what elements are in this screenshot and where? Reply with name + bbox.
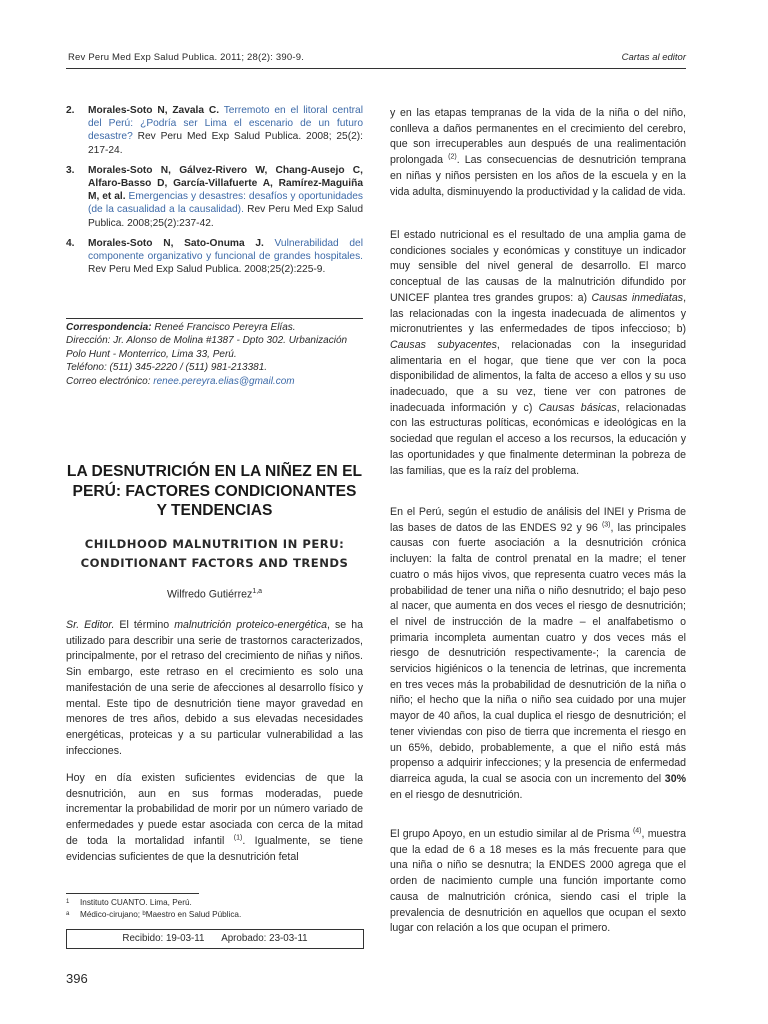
reference-title-link[interactable]: Vulnerabilidad del componente organizativo y funcional de grandes hospitales. xyxy=(88,237,363,263)
footnote-text: Instituto CUANTO. Lima, Perú. xyxy=(80,898,192,907)
reference-title-link[interactable]: Terremoto en el litoral central del Perú: ¿Podría ser Lima el escenario de un futuro desastre? xyxy=(88,105,363,143)
text-run: Hoy en día existen suficientes evidencias de que la desnutrición, aun en sus formas moderadas, puede incrementar la probabilidad de morir por un número variado de enfermedades y puede estar asociada con cerca de la mitad de toda la mortalidad infantil xyxy=(66,772,363,847)
footnote-divider xyxy=(66,893,199,894)
email-label: Correo electrónico: xyxy=(66,375,151,387)
text-run: , las relacionadas con la ingesta inadecuada de alimentos y micronutrientes y las enfermedades de tipos infeccioso; b) xyxy=(390,291,687,336)
header-divider xyxy=(66,68,686,69)
salutation: Sr. Editor. xyxy=(66,619,115,631)
text-run: En el Perú, según el estudio de análisis del INEI y Prisma de las bases de datos de las ENDES 92 y 96 xyxy=(390,506,686,534)
reference-source: Rev Peru Med Exp Salud Publica. 2008;25(2):237-42. xyxy=(88,204,363,229)
reference-list xyxy=(66,104,363,276)
reference-number: 3. xyxy=(66,164,75,176)
bold-figure: 30% xyxy=(664,772,686,785)
correspondence-phone: Teléfono: (511) 345-2220 / (511) 981-213381. xyxy=(66,362,268,374)
footnote-mark: b xyxy=(142,910,146,917)
footnote xyxy=(66,909,363,921)
article-subtitle: CHILDHOOD MALNUTRITION IN PERU: CONDITIONANT FACTORS AND TRENDS xyxy=(80,537,349,570)
text-run: , muestra que la edad de 6 a 18 meses es la más frecuente para que una niña o niño se desnutra; la ENDES 2000 agrega que el orden de nacimiento cumple una función importante como causa de malnutrición crónica, siendo casi el triple la prevalencia de desnutrición en aquellos que ocupan el sexto lugar con relación a los que ocupan el primero. xyxy=(390,828,686,935)
section-name: Cartas al editor xyxy=(621,52,686,63)
correspondence-block xyxy=(66,318,363,388)
term-emphasis: Causas básicas xyxy=(538,401,617,414)
body-paragraph xyxy=(66,771,363,865)
reference-number: 4. xyxy=(66,237,75,249)
citation-ref: (3) xyxy=(601,521,611,529)
term-emphasis: malnutrición proteico-energética xyxy=(174,619,328,631)
reference-title-link[interactable]: Emergencias y desastres: desafíos y oportunidades (de la casualidad a la causalidad). xyxy=(88,191,363,216)
approved-date: Aprobado: 23-03-11 xyxy=(221,933,308,944)
submission-dates-box xyxy=(66,929,364,949)
text-run: , se ha utilizado para describir una serie de trastornos caracterizados, principalmente, por el retraso del crecimiento de niñas y niños. Sin embargo, este retraso en el crecimiento es solo una manifestación de una serie de afecciones al desarrollo físico y mental. Este tipo de desnutrición tiene mayor gravedad en menores de tres años, debido a sus elevadas necesidades energéticas, proteicas y a su particular vulnerabilidad a las infecciones. xyxy=(66,619,363,757)
term-emphasis: Causas inmediatas xyxy=(591,291,684,304)
reference-source: Rev Peru Med Exp Salud Publica. 2008; 25(2): 217-24. xyxy=(88,131,363,156)
reference-authors: Morales-Soto N, Zavala C. xyxy=(88,105,220,116)
footnotes xyxy=(66,897,363,920)
body-paragraph xyxy=(390,827,686,937)
footnote-mark: a xyxy=(66,910,70,917)
reference-item xyxy=(66,164,363,230)
reference-item xyxy=(66,104,363,157)
page-number: 396 xyxy=(66,971,88,986)
reference-authors: Morales-Soto N, Sato-Onuma J. xyxy=(88,237,264,249)
reference-authors: Morales-Soto N, Gálvez-Rivero W, Chang-Ausejo C, Alfaro-Basso D, García-Villafuerte A, Ramírez-Maguiña M, et al. xyxy=(88,164,363,203)
footnote-text: Maestro en Salud Pública. xyxy=(145,909,242,919)
text-run: en el riesgo de desnutrición. xyxy=(390,788,523,801)
body-paragraph xyxy=(390,106,686,200)
text-run: y en las etapas tempranas de la vida de la niña o del niño, conlleva a daños permanentes en el crecimiento del cerebro, que son irrecuperables aun después de una realimentación prolongada xyxy=(390,107,686,167)
citation-ref: (1) xyxy=(233,834,243,842)
text-run: , las principales causas con fuerte asociación a la desnutrición crónica incluyen: la falta de control prenatal en la madre; el tener cuatro o más hijos vivos, que representa cuatro veces más la probabilidad de tener una niña o niño desnutrido; el bajo peso al nacer, que aumenta en dos veces el riesgo de desnutrición; el nivel de instrucción de la madre – el analfabetismo o primaria incompleta aumentan cuatro y dos veces más el riesgo de desnutrición respectivamente-; la carencia de servicios higiénicos o la tenencia de letrinas, que incrementa en tres veces más la probabilidad de desnutrición de la niña o niño; el hecho que la niña o niño sea cuidado por una mujer mayor de 40 años, la cual duplica el riesgo de desnutrición; el tener viviendas con piso de tierra que incrementa el riesgo en un 65%, debido, probablemente, a que el niño está más propenso a adquirir infecciones; y la presencia de enfermedad diarreica aguda, la cual se asocia con un incremento del xyxy=(390,521,686,785)
correspondence-name: Reneé Francisco Pereyra Elías. xyxy=(154,322,296,333)
author-affiliation-mark: 1,a xyxy=(252,588,263,595)
term-emphasis: Causas subyacentes xyxy=(390,338,497,351)
text-run: , relacionadas con las estructuras políticas, económicas e ideológicas en la sociedad que regulan el acceso a los recursos, la educación y las oportunidades y que finalmente determinan la pobreza de las familias, que es la raíz del problema. xyxy=(390,401,686,477)
citation-ref: (2) xyxy=(448,153,457,161)
footnote-mark: 1 xyxy=(66,899,70,905)
reference-source: Rev Peru Med Exp Salud Publica. 2008;25(2):225-9. xyxy=(88,264,326,276)
author-name: Wilfredo Gutiérrez xyxy=(166,588,253,601)
journal-citation: Rev Peru Med Exp Salud Publica. 2011; 28(2): 390-9. xyxy=(68,52,305,63)
reference-list-container xyxy=(66,104,363,283)
body-paragraph xyxy=(390,228,686,479)
correspondence-label: Correspondencia: xyxy=(66,322,152,333)
footnote-text: Médico-cirujano; xyxy=(80,909,143,919)
text-run: , relacionadas con la inseguridad alimentaria en el hogar, que tiene que ver con la poca disponibilidad de alimentos, la falta de acceso a ellos y su uso inadecuado, que a su vez, tiene ver con patrones de inadecuada información y c) xyxy=(390,338,686,414)
text-run: El grupo Apoyo, en un estudio similar al de Prisma xyxy=(390,828,633,840)
citation-ref: (4) xyxy=(632,827,642,835)
text-run: . Las consecuencias de desnutrición temprana en niñas y niños persisten en los años de la escuela y en la vida adulta, disminuyendo la productividad y la calidad de vida. xyxy=(390,154,686,198)
footnote xyxy=(66,897,363,909)
received-date: Recibido: 19-03-11 xyxy=(122,933,205,944)
reference-number: 2. xyxy=(66,105,75,116)
reference-item xyxy=(66,237,363,277)
text-run: El término xyxy=(114,619,175,631)
article-author xyxy=(66,588,363,601)
text-run: . Igualmente, se tiene evidencias suficientes de que la desnutrición fetal xyxy=(66,834,364,863)
body-paragraph xyxy=(66,618,363,759)
email-link[interactable]: renee.pereyra.elias@gmail.com xyxy=(153,375,295,387)
body-paragraph xyxy=(390,505,686,803)
correspondence-address: Dirección: Jr. Alonso de Molina #1387 - Dpto 302. Urbanización Polo Hunt - Monterrico, Lima 33, Perú. xyxy=(66,335,348,360)
text-run: El estado nutricional es el resultado de una amplia gama de condiciones sociales y económicas y constituye un indicador muy sensible del nivel general de desarrollo. El marco conceptual de las causas de la malnutrición difundido por UNICEF plantea tres grandes grupos: a) xyxy=(390,229,686,304)
article-title: LA DESNUTRICIÓN EN LA NIÑEZ EN EL PERÚ: FACTORES CONDICIONANTES Y TENDENCIAS xyxy=(66,463,363,519)
